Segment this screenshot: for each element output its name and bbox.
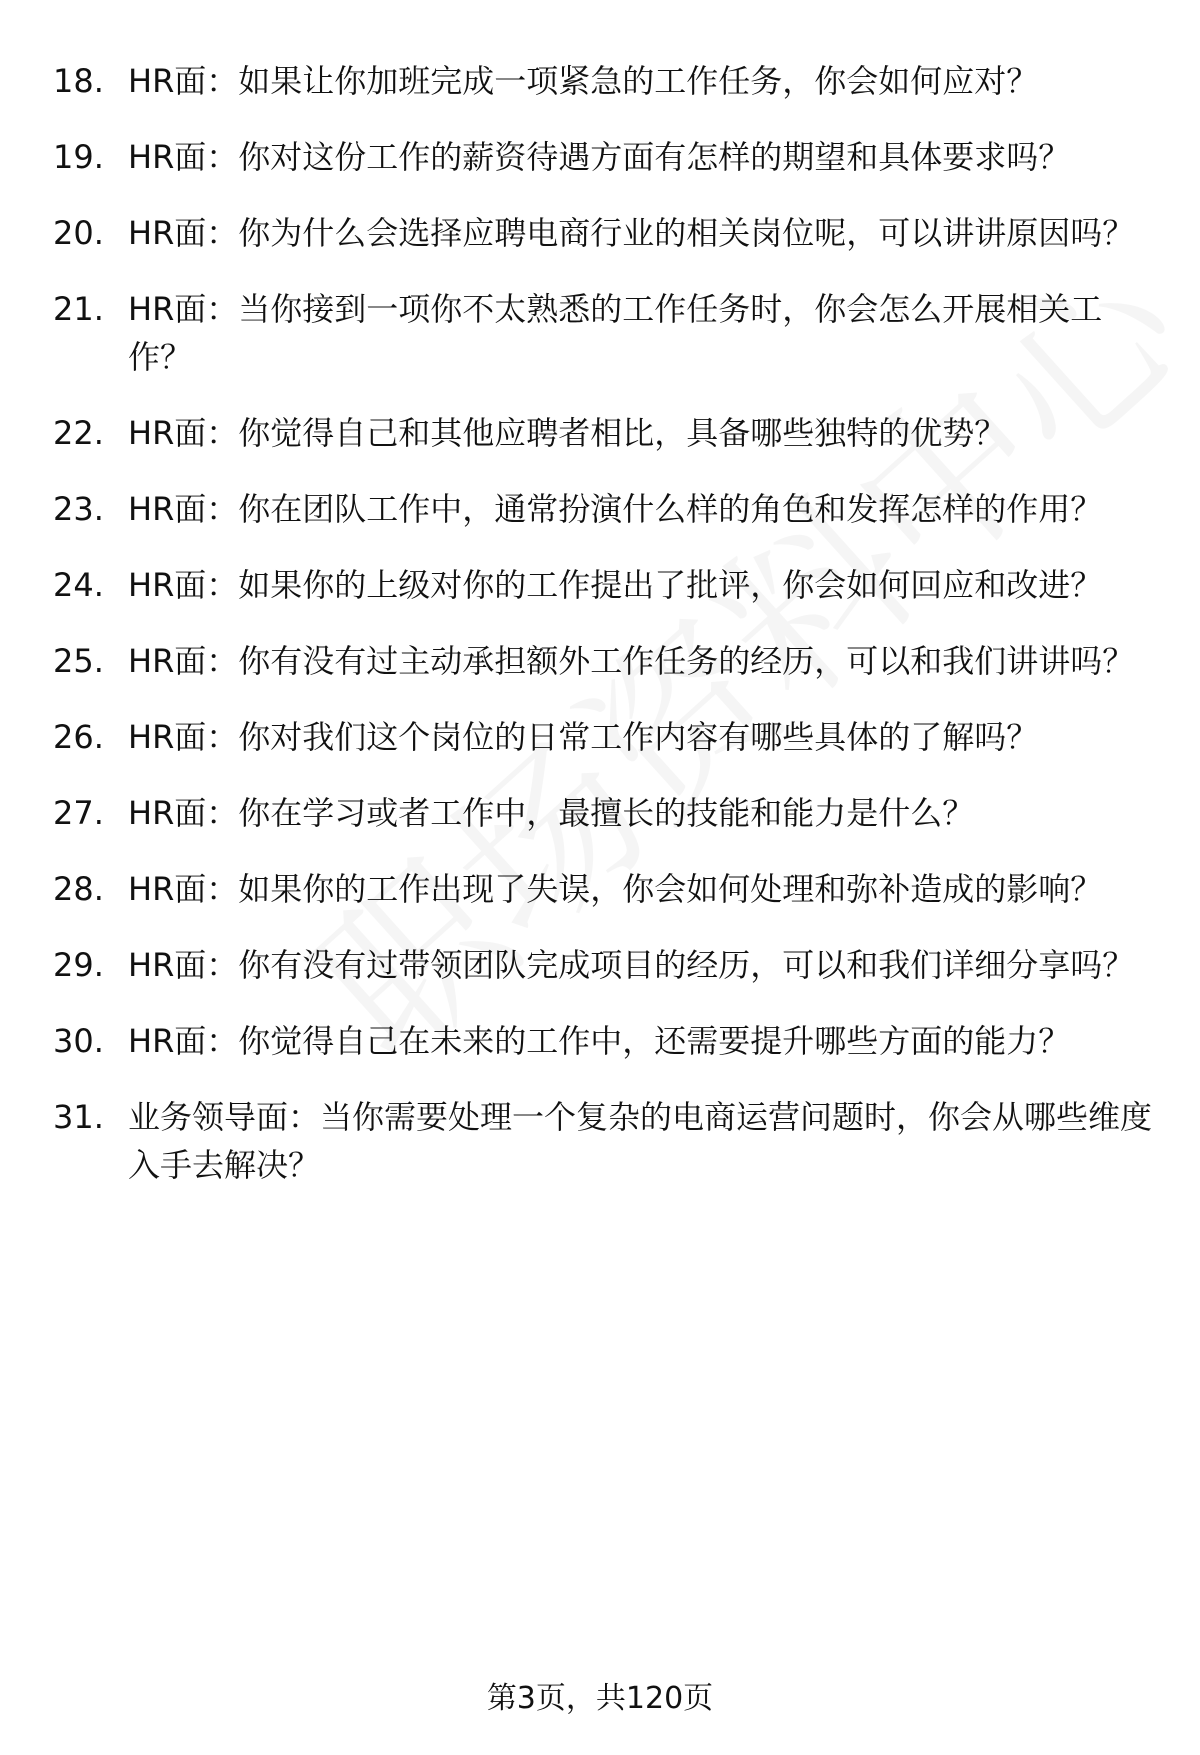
list-item bbox=[0, 865, 1200, 913]
question-number: 24. bbox=[53, 566, 104, 604]
list-item bbox=[0, 941, 1200, 989]
question-text: HR面：你对我们这个岗位的日常工作内容有哪些具体的了解吗？ bbox=[128, 718, 1039, 756]
question-number: 27. bbox=[53, 794, 104, 832]
question-text: HR面：如果你的上级对你的工作提出了批评，你会如何回应和改进？ bbox=[128, 566, 1103, 604]
list-item bbox=[0, 789, 1200, 837]
question-number: 25. bbox=[53, 642, 104, 680]
question-text: HR面：如果让你加班完成一项紧急的工作任务，你会如何应对？ bbox=[128, 62, 1039, 100]
list-item bbox=[0, 133, 1200, 181]
question-number: 26. bbox=[53, 718, 104, 756]
list-item bbox=[0, 285, 1200, 381]
page-number-footer: 第3页，共120页 bbox=[486, 1681, 714, 1716]
question-number: 31. bbox=[53, 1098, 104, 1136]
question-number: 19. bbox=[53, 138, 104, 176]
question-number: 21. bbox=[53, 290, 104, 328]
question-text: HR面：你觉得自己和其他应聘者相比，具备哪些独特的优势？ bbox=[128, 414, 1007, 452]
list-item bbox=[0, 637, 1200, 685]
question-text: HR面：你在团队工作中，通常扮演什么样的角色和发挥怎样的作用？ bbox=[128, 490, 1103, 528]
question-number: 28. bbox=[53, 870, 104, 908]
question-text: HR面：你有没有过主动承担额外工作任务的经历，可以和我们讲讲吗？ bbox=[128, 642, 1135, 680]
list-item bbox=[0, 209, 1200, 257]
question-number: 23. bbox=[53, 490, 104, 528]
list-item bbox=[0, 409, 1200, 457]
list-item bbox=[0, 713, 1200, 761]
question-text: HR面：你有没有过带领团队完成项目的经历，可以和我们详细分享吗？ bbox=[128, 946, 1135, 984]
list-item bbox=[0, 485, 1200, 533]
question-text: 业务领导面：当你需要处理一个复杂的电商运营问题时，你会从哪些维度入手去解决？ bbox=[128, 1098, 1153, 1184]
question-number: 22. bbox=[53, 414, 104, 452]
question-text: HR面：你对这份工作的薪资待遇方面有怎样的期望和具体要求吗？ bbox=[128, 138, 1071, 176]
question-text: HR面：你为什么会选择应聘电商行业的相关岗位呢，可以讲讲原因吗？ bbox=[128, 214, 1135, 252]
question-number: 18. bbox=[53, 62, 104, 100]
question-number: 30. bbox=[53, 1022, 104, 1060]
question-text: HR面：如果你的工作出现了失误，你会如何处理和弥补造成的影响？ bbox=[128, 870, 1103, 908]
question-list bbox=[0, 57, 1200, 1217]
list-item bbox=[0, 1093, 1200, 1189]
question-number: 29. bbox=[53, 946, 104, 984]
question-text: HR面：你在学习或者工作中，最擅长的技能和能力是什么？ bbox=[128, 794, 975, 832]
question-text: HR面：当你接到一项你不太熟悉的工作任务时，你会怎么开展相关工作？ bbox=[128, 290, 1103, 376]
question-text: HR面：你觉得自己在未来的工作中，还需要提升哪些方面的能力？ bbox=[128, 1022, 1071, 1060]
question-number: 20. bbox=[53, 214, 104, 252]
list-item bbox=[0, 561, 1200, 609]
list-item bbox=[0, 57, 1200, 105]
list-item bbox=[0, 1017, 1200, 1065]
